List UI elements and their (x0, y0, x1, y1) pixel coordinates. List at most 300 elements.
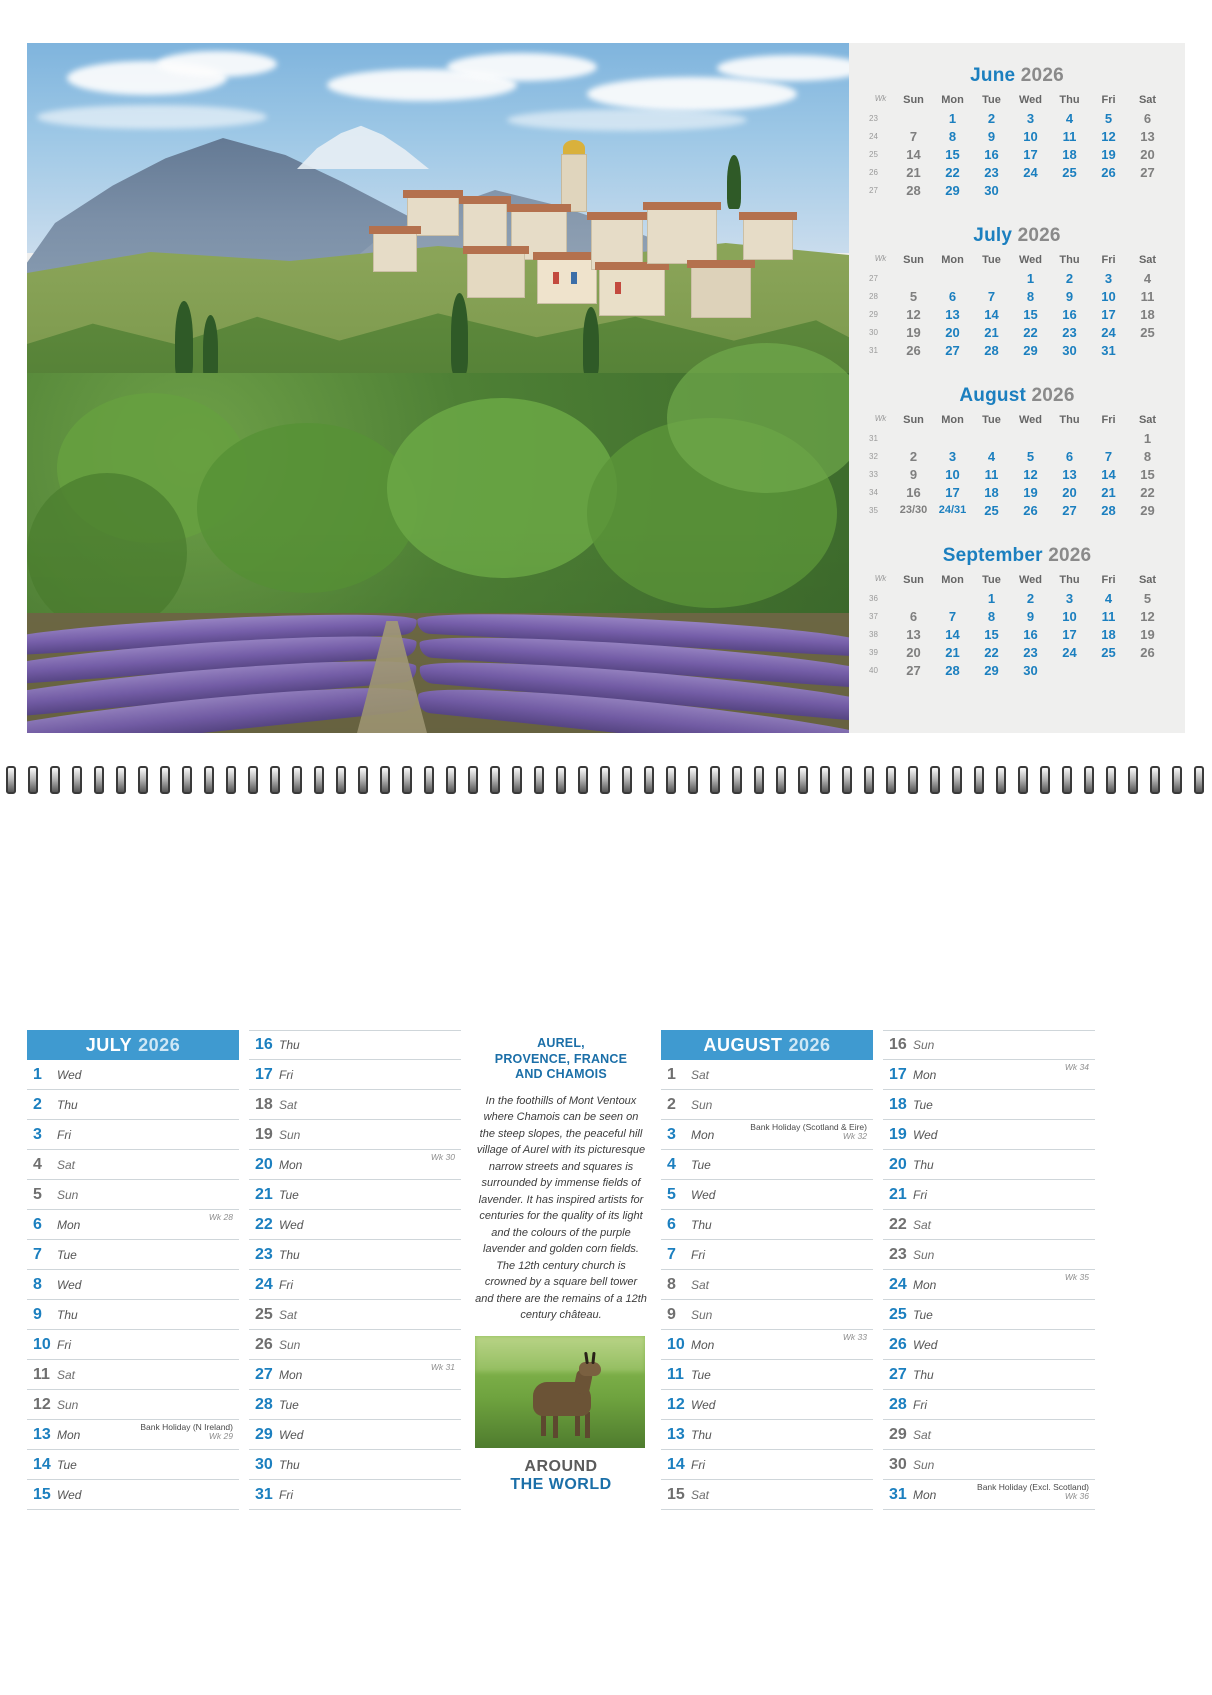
mini-day-cell: 19 (1023, 484, 1038, 500)
day-of-week: Wed (691, 1397, 716, 1412)
mini-day-cell (1089, 661, 1128, 679)
mini-col-fri: Fri (1101, 414, 1116, 426)
day-row[interactable] (249, 1390, 461, 1420)
day-number: 6 (667, 1215, 676, 1233)
wire-loop (446, 766, 456, 794)
week-number-label: Wk 31 (430, 1362, 455, 1372)
holiday-label: Bank Holiday (N Ireland) (140, 1422, 233, 1432)
mini-week-row (867, 323, 1167, 341)
day-row[interactable] (27, 1300, 239, 1330)
day-row[interactable] (249, 1330, 461, 1360)
day-number: 24 (889, 1275, 907, 1293)
day-number: 30 (255, 1455, 273, 1473)
mini-col-sun: Sun (903, 94, 924, 106)
day-of-week: Fri (57, 1127, 71, 1142)
day-of-week: Mon (57, 1427, 81, 1442)
day-row[interactable] (661, 1240, 873, 1270)
mini-week-row (867, 181, 1167, 199)
day-row[interactable] (883, 1030, 1095, 1060)
day-row[interactable] (661, 1180, 873, 1210)
mini-day-cell: 2 (1065, 270, 1074, 286)
mini-day-cell: 13 (945, 306, 960, 322)
mini-day-cell (894, 109, 933, 127)
day-row[interactable] (249, 1300, 461, 1330)
holiday-label: Bank Holiday (Scotland & Eire) (750, 1122, 867, 1132)
mini-day-cell: 21 (906, 164, 921, 180)
mini-col-sun: Sun (903, 414, 924, 426)
day-of-week: Wed (913, 1337, 938, 1352)
wire-loop (798, 766, 808, 794)
august-column-2 (883, 1030, 1095, 1560)
day-number: 15 (667, 1485, 685, 1503)
wire-loop (138, 766, 148, 794)
mini-month-year: 2026 (1020, 65, 1064, 86)
mini-day-cell: 12 (906, 306, 921, 322)
day-number: 6 (33, 1215, 42, 1233)
day-number: 3 (667, 1125, 676, 1143)
mini-col-tue: Tue (982, 574, 1001, 586)
mini-week-row (867, 269, 1167, 287)
mini-col-wk: Wk (874, 414, 887, 423)
day-row[interactable] (27, 1330, 239, 1360)
july-column-1 (27, 1030, 239, 1560)
mini-day-cell: 5 (909, 288, 918, 304)
day-of-week: Thu (57, 1097, 78, 1112)
day-row[interactable] (883, 1120, 1095, 1150)
day-row[interactable] (27, 1390, 239, 1420)
day-number: 5 (667, 1185, 676, 1203)
mini-calendar-title (867, 225, 1167, 247)
day-of-week: Mon (691, 1127, 715, 1142)
mini-day-cell: 15 (945, 146, 960, 162)
day-row[interactable] (883, 1300, 1095, 1330)
day-row[interactable] (883, 1270, 1095, 1300)
day-of-week: Tue (913, 1097, 933, 1112)
day-number: 8 (667, 1275, 676, 1293)
day-number: 13 (667, 1425, 685, 1443)
mini-week-row (867, 305, 1167, 323)
day-row[interactable] (249, 1210, 461, 1240)
mini-day-cell: 2 (987, 110, 996, 126)
day-notes (977, 1483, 1089, 1501)
logo-line-1: AROUND (524, 1457, 598, 1475)
day-number: 20 (889, 1155, 907, 1173)
mini-week-number: 34 (869, 487, 878, 497)
mini-day-cell (1128, 341, 1167, 359)
day-of-week: Wed (57, 1487, 82, 1502)
day-row[interactable] (249, 1180, 461, 1210)
mini-calendar-august (867, 385, 1167, 519)
mini-day-cell: 7 (948, 608, 957, 624)
day-number: 14 (33, 1455, 51, 1473)
mini-day-cell: 29 (1140, 502, 1155, 518)
day-row[interactable] (661, 1360, 873, 1390)
wire-loop (930, 766, 940, 794)
day-row[interactable] (27, 1120, 239, 1150)
mini-day-cell: 13 (1062, 466, 1077, 482)
day-of-week: Sun (913, 1457, 935, 1472)
mini-day-cell: 9 (909, 466, 918, 482)
day-number: 4 (33, 1155, 42, 1173)
mini-week-number: 40 (869, 665, 878, 675)
day-of-week: Tue (691, 1157, 711, 1172)
day-row[interactable] (661, 1060, 873, 1090)
day-of-week: Sun (279, 1127, 301, 1142)
mini-day-cell (972, 429, 1011, 447)
mini-week-row (867, 429, 1167, 447)
mini-day-cell: 5 (1143, 590, 1152, 606)
day-row[interactable] (661, 1450, 873, 1480)
wire-loop (644, 766, 654, 794)
mini-day-cell: 26 (1023, 502, 1038, 518)
mini-day-cell: 30 (1023, 662, 1038, 678)
day-row[interactable] (883, 1360, 1095, 1390)
mini-day-cell: 7 (987, 288, 996, 304)
wire-loop (182, 766, 192, 794)
mini-day-cell: 2 (1026, 590, 1035, 606)
photo-vignette (27, 43, 849, 733)
day-row[interactable] (661, 1300, 873, 1330)
mini-day-cell: 27 (1140, 164, 1155, 180)
mini-day-cell: 19 (1101, 146, 1116, 162)
day-of-week: Thu (913, 1157, 934, 1172)
day-number: 3 (33, 1125, 42, 1143)
mini-day-cell: 22 (984, 644, 999, 660)
wire-loop (50, 766, 60, 794)
mini-month-year: 2026 (1017, 225, 1061, 246)
day-of-week: Thu (279, 1038, 300, 1052)
day-row[interactable] (249, 1450, 461, 1480)
mini-day-cell: 30 (984, 182, 999, 198)
day-row[interactable] (27, 1090, 239, 1120)
day-of-week: Fri (691, 1247, 705, 1262)
mini-col-wk: Wk (874, 94, 887, 103)
wire-loop (908, 766, 918, 794)
day-of-week: Mon (913, 1277, 937, 1292)
mini-day-cell: 25 (1062, 164, 1077, 180)
day-of-week: Sat (913, 1427, 932, 1442)
mini-day-cell: 8 (948, 128, 957, 144)
mini-col-tue: Tue (982, 94, 1001, 106)
mini-week-row (867, 589, 1167, 607)
day-of-week: Sun (913, 1038, 935, 1052)
day-row[interactable] (883, 1330, 1095, 1360)
day-number: 11 (33, 1365, 50, 1383)
day-row[interactable] (27, 1060, 239, 1090)
mini-day-cell: 13 (906, 626, 921, 642)
wire-loop (710, 766, 720, 794)
mini-day-cell (1050, 429, 1089, 447)
holiday-label: Bank Holiday (Excl. Scotland) (977, 1482, 1089, 1492)
mini-day-cell (894, 269, 933, 287)
day-number: 19 (889, 1125, 907, 1143)
day-row[interactable] (661, 1330, 873, 1360)
day-row[interactable] (661, 1210, 873, 1240)
day-row[interactable] (661, 1120, 873, 1150)
mini-day-cell: 3 (1104, 270, 1113, 286)
day-row[interactable] (27, 1150, 239, 1180)
photo-background-blur (475, 1336, 645, 1372)
day-row[interactable] (661, 1420, 873, 1450)
mini-col-wk: Wk (874, 254, 887, 263)
day-of-week: Thu (691, 1427, 712, 1442)
mini-day-cell: 2 (909, 448, 918, 464)
day-of-week: Mon (913, 1067, 937, 1082)
story-title-line: PROVENCE, FRANCE (494, 1051, 628, 1066)
day-row[interactable] (883, 1150, 1095, 1180)
day-row[interactable] (661, 1090, 873, 1120)
day-of-week: Thu (57, 1307, 78, 1322)
day-row[interactable] (27, 1360, 239, 1390)
mini-day-cell: 1 (987, 590, 996, 606)
day-row[interactable] (883, 1480, 1095, 1510)
day-number: 10 (33, 1335, 51, 1353)
mini-day-cell: 15 (984, 626, 999, 642)
day-of-week: Fri (913, 1397, 927, 1412)
story-column (471, 1030, 651, 1560)
mini-week-number: 24 (869, 131, 878, 141)
mini-week-row (867, 341, 1167, 359)
day-row[interactable] (27, 1180, 239, 1210)
day-row[interactable] (883, 1090, 1095, 1120)
mini-calendar-september (867, 545, 1167, 679)
day-number: 30 (889, 1455, 907, 1473)
day-notes (1065, 1273, 1089, 1282)
day-row[interactable] (249, 1150, 461, 1180)
story-title (475, 1036, 647, 1083)
day-row[interactable] (249, 1030, 461, 1060)
day-number: 27 (255, 1365, 273, 1383)
mini-month-name: August (959, 385, 1027, 406)
wire-loop (226, 766, 236, 794)
day-of-week: Sat (279, 1307, 298, 1322)
day-number: 11 (667, 1365, 684, 1383)
wire-loop (842, 766, 852, 794)
day-of-week: Fri (57, 1337, 71, 1352)
wire-loop (1018, 766, 1028, 794)
mini-day-cell: 27 (906, 662, 921, 678)
mini-day-cell: 28 (945, 662, 960, 678)
day-row[interactable] (883, 1210, 1095, 1240)
day-row[interactable] (883, 1240, 1095, 1270)
mini-day-cell: 1 (1143, 430, 1152, 446)
day-of-week: Tue (279, 1187, 299, 1202)
week-number-label: Wk 30 (430, 1152, 455, 1162)
wire-loop (292, 766, 302, 794)
hero-photograph-aurel-provence (27, 43, 849, 733)
day-of-week: Sun (691, 1097, 713, 1112)
day-number: 29 (889, 1425, 907, 1443)
july-month-header (27, 1030, 239, 1060)
mini-week-number: 28 (869, 291, 878, 301)
mini-week-number: 31 (869, 433, 878, 443)
mini-day-cell: 14 (906, 146, 921, 162)
mini-week-number: 37 (869, 611, 878, 621)
day-of-week: Fri (913, 1187, 927, 1202)
mini-day-cell: 27 (945, 342, 960, 358)
mini-day-cell: 11 (1101, 608, 1116, 624)
mini-week-row (867, 465, 1167, 483)
day-of-week: Mon (57, 1217, 81, 1232)
july-column-2 (249, 1030, 461, 1560)
mini-day-cell: 15 (1140, 466, 1155, 482)
day-row[interactable] (249, 1360, 461, 1390)
mini-day-cell (1128, 181, 1167, 199)
day-of-week: Tue (57, 1457, 77, 1472)
wire-loop (556, 766, 566, 794)
july-month-year: 2026 (138, 1034, 181, 1055)
mini-week-number: 31 (869, 345, 878, 355)
mini-col-thu: Thu (1059, 254, 1080, 266)
mini-day-cell: 14 (945, 626, 960, 642)
mini-month-year: 2026 (1048, 545, 1092, 566)
mini-month-year: 2026 (1031, 385, 1075, 406)
day-of-week: Wed (279, 1427, 304, 1442)
mini-day-cell (1089, 181, 1128, 199)
wire-loop (732, 766, 742, 794)
wire-loop (864, 766, 874, 794)
day-number: 13 (33, 1425, 51, 1443)
august-month-name: AUGUST (703, 1034, 783, 1055)
mini-day-cell: 29 (945, 182, 960, 198)
august-column-1 (661, 1030, 873, 1560)
mini-day-cell: 26 (1101, 164, 1116, 180)
day-row[interactable] (27, 1210, 239, 1240)
mini-day-cell: 21 (945, 644, 960, 660)
august-month-year: 2026 (788, 1034, 831, 1055)
mini-day-cell: 30 (1062, 342, 1077, 358)
mini-week-number: 27 (869, 185, 878, 195)
week-number-label: Wk 33 (842, 1332, 867, 1342)
mini-calendar-grid (867, 413, 1167, 519)
day-of-week: Fri (691, 1457, 705, 1472)
day-of-week: Thu (279, 1247, 300, 1262)
day-row[interactable] (249, 1120, 461, 1150)
day-row[interactable] (249, 1090, 461, 1120)
mini-day-cell: 13 (1140, 128, 1155, 144)
wire-loop (402, 766, 412, 794)
day-row[interactable] (27, 1240, 239, 1270)
wire-loop (358, 766, 368, 794)
day-of-week: Wed (913, 1127, 938, 1142)
day-number: 17 (889, 1065, 907, 1083)
mini-col-mon: Mon (941, 574, 964, 586)
wire-loop (1040, 766, 1050, 794)
day-row[interactable] (249, 1060, 461, 1090)
mini-day-cell: 9 (1026, 608, 1035, 624)
week-number-label: Wk 32 (842, 1130, 867, 1141)
day-number: 21 (255, 1185, 273, 1203)
week-number-label: Wk 29 (208, 1430, 233, 1441)
mini-week-row (867, 483, 1167, 501)
mini-week-row (867, 607, 1167, 625)
day-row[interactable] (883, 1390, 1095, 1420)
day-row[interactable] (249, 1480, 461, 1510)
day-row[interactable] (27, 1480, 239, 1510)
wire-loop (314, 766, 324, 794)
mini-col-thu: Thu (1059, 414, 1080, 426)
day-number: 7 (33, 1245, 42, 1263)
day-number: 20 (255, 1155, 273, 1173)
calendar-bottom-panel (27, 1030, 1185, 1560)
day-number: 16 (889, 1036, 907, 1053)
mini-week-row (867, 287, 1167, 305)
calendar-top-panel (27, 43, 1185, 733)
mini-col-wed: Wed (1018, 254, 1043, 266)
day-of-week: Thu (279, 1457, 300, 1472)
wire-loop (952, 766, 962, 794)
chamois-photograph (475, 1336, 645, 1448)
mini-day-cell: 17 (1101, 306, 1116, 322)
wire-loop (6, 766, 16, 794)
day-row[interactable] (661, 1150, 873, 1180)
wire-loop (94, 766, 104, 794)
mini-day-cell: 24 (1101, 324, 1116, 340)
mini-week-number: 36 (869, 593, 878, 603)
day-row[interactable] (249, 1270, 461, 1300)
mini-day-cell: 12 (1101, 128, 1116, 144)
mini-day-cell: 20 (1062, 484, 1077, 500)
day-of-week: Sat (691, 1277, 710, 1292)
day-of-week: Sat (279, 1097, 298, 1112)
mini-col-fri: Fri (1101, 94, 1116, 106)
mini-day-cell: 10 (1101, 288, 1116, 304)
mini-day-cell: 19 (1140, 626, 1155, 642)
day-row[interactable] (661, 1480, 873, 1510)
wire-loop (600, 766, 610, 794)
day-row[interactable] (249, 1420, 461, 1450)
wire-loop (820, 766, 830, 794)
mini-day-cell: 11 (984, 466, 999, 482)
day-number: 26 (889, 1335, 907, 1353)
day-row[interactable] (883, 1420, 1095, 1450)
day-number: 29 (255, 1425, 273, 1443)
july-month-name: JULY (85, 1034, 133, 1055)
day-of-week: Mon (279, 1157, 303, 1172)
mini-day-cell: 3 (948, 448, 957, 464)
day-row[interactable] (661, 1390, 873, 1420)
day-of-week: Sat (57, 1367, 76, 1382)
day-number: 1 (667, 1065, 676, 1083)
week-number-label: Wk 34 (1064, 1062, 1089, 1072)
day-row[interactable] (883, 1450, 1095, 1480)
mini-day-cell: 24 (1023, 164, 1038, 180)
day-row[interactable] (883, 1060, 1095, 1090)
day-row[interactable] (27, 1270, 239, 1300)
mini-col-sun: Sun (903, 574, 924, 586)
day-row[interactable] (883, 1180, 1095, 1210)
mini-day-cell: 16 (1023, 626, 1038, 642)
wire-loop (468, 766, 478, 794)
day-of-week: Sat (913, 1217, 932, 1232)
mini-day-cell: 1 (948, 110, 957, 126)
day-of-week: Mon (913, 1487, 937, 1502)
mini-calendar-june (867, 65, 1167, 199)
day-row[interactable] (27, 1450, 239, 1480)
mini-week-number: 32 (869, 451, 878, 461)
mini-day-cell (1011, 181, 1050, 199)
mini-col-tue: Tue (982, 414, 1001, 426)
wire-loop (490, 766, 500, 794)
day-of-week: Sun (57, 1187, 79, 1202)
day-row[interactable] (27, 1420, 239, 1450)
mini-week-number: 35 (869, 505, 878, 515)
day-row[interactable] (249, 1240, 461, 1270)
day-row[interactable] (661, 1270, 873, 1300)
mini-day-cell: 4 (1065, 110, 1074, 126)
day-number: 31 (889, 1485, 907, 1503)
day-of-week: Thu (691, 1217, 712, 1232)
